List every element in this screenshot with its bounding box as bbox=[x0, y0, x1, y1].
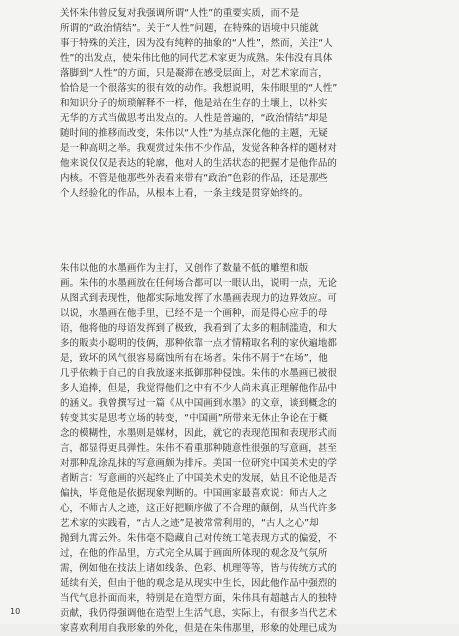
text-line: 者断言：写意画的兴起终止了中国美术史的发展，姑且不论他是否 bbox=[60, 473, 337, 484]
text-line: 艺术家的实践看，“古人之迹”是被常常利用的，“古人之心”却 bbox=[60, 518, 319, 529]
text-line: 需，例如他在技法上诸如线条、色彩、机理等等，皆与传统方式的 bbox=[60, 563, 337, 574]
text-line: 个人经验化的作品，从根本上看，一条主线是贯穿始终的。 bbox=[60, 188, 309, 199]
page-number: 10 bbox=[10, 607, 21, 616]
text-line: 无华的方式当做思考出发点的。人性是普遍的，“政治情结”却是 bbox=[60, 113, 328, 124]
paragraph-2 bbox=[60, 261, 410, 636]
text-line: 从图式到表现性，他都实际地发挥了水墨画表现力的边界效应。可 bbox=[60, 293, 337, 304]
text-line: 心，不师古人之迹，这正好把顺序做了不合理的颠倒，从当代许多 bbox=[60, 503, 337, 514]
text-line: 家喜欢利用自我形象的外化，但是在朱伟那里，形象的处理已成为 bbox=[60, 623, 337, 634]
text-line: 和知识分子的烦琐解释不一样，他是站在生存的土壤上，以朴实 bbox=[60, 98, 328, 109]
text-line: 语，他将他的母语发挥到了极致，我看到了太多的粗制滥造，和大 bbox=[60, 323, 337, 334]
text-line: 内核。不管是他那些外表看来带有“政治”色彩的作品，还是那些 bbox=[60, 173, 328, 184]
paragraph-1 bbox=[60, 6, 410, 201]
text-line: 画。朱伟的水墨画放在任何场合都可以一眼认出，说明一点，无论 bbox=[60, 278, 337, 289]
text-line: 以说，水墨画在他手里，已经不是一个画种，而是得心应手的母 bbox=[60, 308, 328, 319]
text-line: 落脚到“人性”的方面，只是凝滞在感受层面上，对艺术家而言， bbox=[60, 68, 328, 79]
text-line: 抛到九霄云外。朱伟毫不隐藏自己对传统工笔表现方式的偏爱，不 bbox=[60, 533, 337, 544]
text-line: 言，都显得更具弹性。朱伟不看重那种随意性很强的写意画，甚至 bbox=[60, 443, 337, 454]
text-line: 贡献，我仍得强调他在造型上生活气息，实际上，有很多当代艺术 bbox=[60, 608, 337, 619]
text-line: 是一种高明之举。我观赏过朱伟不少作品，发觉各种各样的题材对 bbox=[60, 143, 337, 154]
text-line: 性”的出发点，使朱伟比他的同代艺术家更为成熟。朱伟没有具体 bbox=[60, 53, 333, 64]
text-line: 关怀朱伟曾反复对我强调所谓“人性”的重要实质，而不是 bbox=[60, 8, 300, 19]
text-line: 对那种乱涂乱抹的写意画颇为排斥。美国一位研究中国美术史的学 bbox=[60, 458, 337, 469]
text-line: 所谓的“政治情结”。关于“人性”问题，在特殊的语境中只能就 bbox=[60, 23, 319, 34]
text-line: 转变其实是思考立场的转变，“中国画”所带来无休止争论在于概 bbox=[60, 413, 328, 424]
text-line: 随时间的推移而改变，朱伟以“人性”为基点深化他的主题，无疑 bbox=[60, 128, 328, 139]
text-line: 恰恰是一个很落实的很有效的动作。我想说明，朱伟眼里的“人性” bbox=[60, 83, 338, 94]
text-line: 偏执，毕竟他是依据现象判断的。中国画家最喜欢说：师古人之 bbox=[60, 488, 328, 499]
text-line: 朱伟以他的水墨画作为主打，又创作了数量不低的雕塑和版 bbox=[60, 263, 309, 274]
text-line: 过，在他的作品里，方式完全从属于画面所体现的观念及气氛所 bbox=[60, 548, 328, 559]
text-line: 事于特殊的关注，因为没有纯粹的抽象的“人性”，然而，关注“人 bbox=[60, 38, 333, 49]
text-line: 的涵义。我曾撰写过一篇《从中国画到水墨》的文章，谈到概念的 bbox=[60, 398, 337, 409]
text-line: 多的販卖小聪明的伎俩，那种依靠一点才情精取名利的家伙遍地都 bbox=[60, 338, 337, 349]
text-line: 是，致坏的风气很容易腐蚀所有在场者。朱伟不屑于“在场”，他 bbox=[60, 353, 328, 364]
text-line: 他来说仅仅是表达的轮廓，他对人的生活状态的把握才是他作品的 bbox=[60, 158, 337, 169]
text-line: 当代气息扑面而来，特别是在造型方面，朱伟具有超越古人的独特 bbox=[60, 593, 337, 604]
text-line: 延续有关，但由于他的观念是从现实中生长，因此他作品中强烈的 bbox=[60, 578, 337, 589]
text-line: 多人追捧，但是，我觉得他们之中有不少人尚未真正理解他作品中 bbox=[60, 383, 337, 394]
text-line: 念的模糊性，水墨则是媒材，因此，就它的表现范围和表现形式而 bbox=[60, 428, 337, 439]
text-line: 几乎依赖于自己的自我放逐来抵御那种侵蚀。朱伟的水墨画已被很 bbox=[60, 368, 337, 379]
